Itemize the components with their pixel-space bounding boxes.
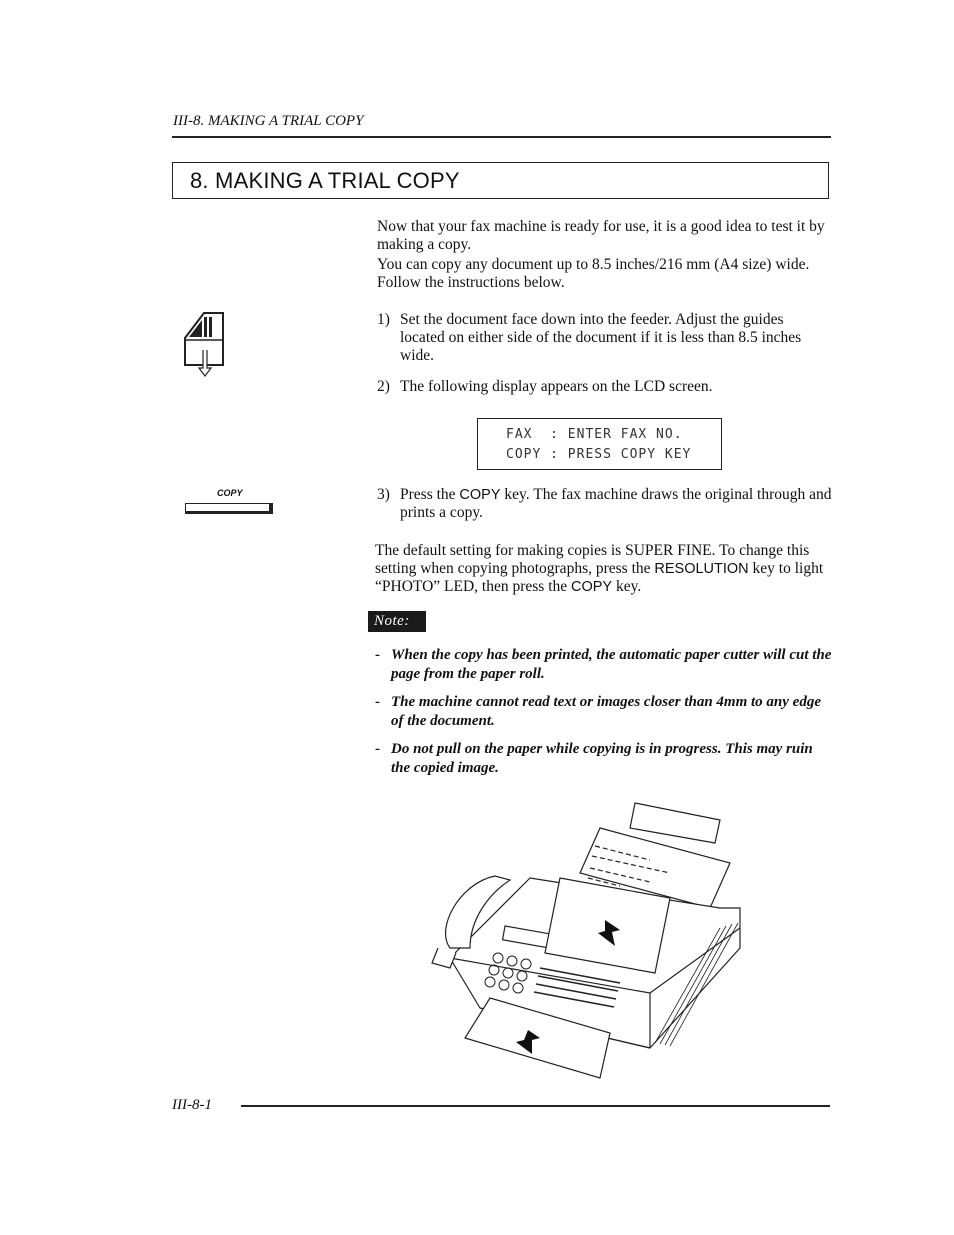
fax-machine-illustration — [420, 798, 750, 1087]
note-item-3: - Do not pull on the paper while copying is in progress. This may ruin the copied image. — [375, 740, 835, 778]
default-setting-text-1: The default setting for making copies is SUPER FINE. To change this setting when copying photographs, press the — [375, 542, 810, 577]
footer-rule — [241, 1105, 830, 1107]
step-1-number: 1) — [377, 311, 390, 328]
default-setting-paragraph — [375, 542, 832, 596]
section-title: 8. MAKING A TRIAL COPY — [190, 168, 460, 193]
document-feed-icon — [182, 310, 228, 382]
running-head: III-8. MAKING A TRIAL COPY — [173, 113, 364, 129]
section-title-box — [172, 162, 829, 199]
lcd-line-2: COPY : PRESS COPY KEY — [506, 447, 692, 462]
copy-key-label: COPY — [217, 488, 243, 498]
note-item-1: - When the copy has been printed, the automatic paper cutter will cut the page from the paper roll. — [375, 646, 835, 684]
lcd-display — [477, 418, 722, 470]
page-number: III-8-1 — [172, 1097, 212, 1113]
note-item-2: - The machine cannot read text or images closer than 4mm to any edge of the document. — [375, 693, 835, 731]
lcd-line-1: FAX : ENTER FAX NO. — [506, 427, 683, 442]
note-item-1-text: When the copy has been printed, the automatic paper cutter will cut the page from the paper roll. — [391, 647, 832, 682]
note-item-2-text: The machine cannot read text or images closer than 4mm to any edge of the document. — [391, 694, 821, 729]
step-1 — [377, 311, 832, 365]
header-rule — [172, 136, 831, 138]
note-item-3-text: Do not pull on the paper while copying is in progress. This may ruin the copied image. — [391, 741, 813, 776]
copy-key-name-2: COPY — [571, 579, 613, 595]
step-3-number: 3) — [377, 486, 390, 503]
step-2-number: 2) — [377, 378, 390, 395]
copy-key-icon — [185, 503, 273, 514]
step-2 — [377, 378, 832, 396]
default-setting-text-3: key. — [612, 578, 642, 595]
step-3 — [377, 486, 832, 522]
note-label: Note: — [368, 611, 426, 632]
intro-paragraph-2: You can copy any document up to 8.5 inches/216 mm (A4 size) wide. Follow the instructions below. — [377, 256, 810, 291]
step-3-text-after: key. The fax machine draws the original through and prints a copy. — [400, 486, 832, 521]
step-3-text-before: Press the — [400, 486, 460, 503]
step-2-text: The following display appears on the LCD screen. — [400, 378, 713, 395]
step-3-text — [400, 486, 832, 522]
resolution-key-name: RESOLUTION — [654, 561, 749, 577]
copy-key-name: COPY — [459, 487, 501, 503]
intro-paragraph-1: Now that your fax machine is ready for use, it is a good idea to test it by making a copy. — [377, 218, 825, 253]
step-1-text: Set the document face down into the feeder. Adjust the guides located on either side of the document if it is less than 8.5 inches wide. — [400, 311, 802, 364]
default-setting-text-2: key to light “PHOTO” LED, then press the — [375, 560, 824, 595]
